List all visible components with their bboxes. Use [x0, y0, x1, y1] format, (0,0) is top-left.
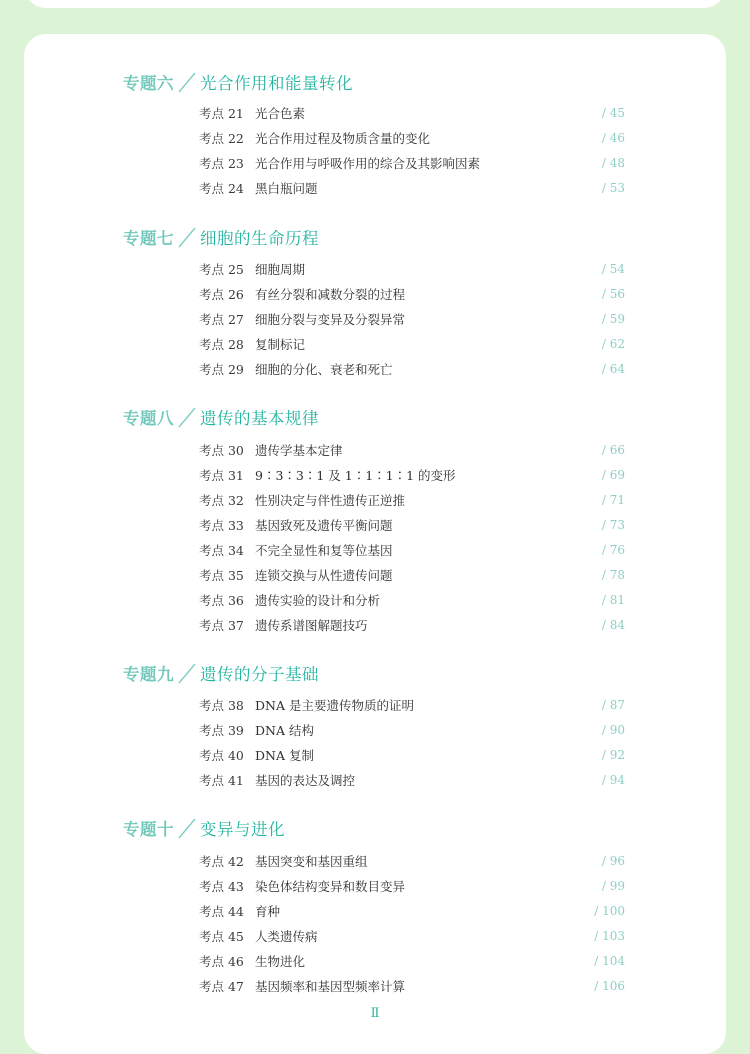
slash-divider-icon: [176, 662, 198, 684]
point-title: 基因突变和基因重组: [255, 854, 368, 869]
point-title: 人类遗传病: [255, 929, 318, 944]
toc-row[interactable]: [199, 951, 625, 971]
point-title: 细胞的分化、衰老和死亡: [255, 362, 393, 377]
point-number: 考点 46: [199, 954, 244, 969]
toc-row[interactable]: [199, 590, 625, 610]
page-number: / 53: [601, 181, 625, 195]
point-number: 考点 39: [199, 723, 244, 738]
section-title: [123, 405, 319, 429]
point-number: 考点 40: [199, 748, 244, 763]
toc-row[interactable]: [199, 178, 625, 198]
page-number: / 96: [601, 854, 625, 868]
topic-label: 专题九: [123, 665, 174, 684]
toc-row[interactable]: [199, 976, 625, 996]
topic-name: 遗传的基本规律: [200, 409, 319, 428]
page-number: / 62: [601, 337, 625, 351]
page-number: / 45: [601, 106, 625, 120]
point-number: 考点 31: [199, 468, 244, 483]
point-title: 育种: [255, 904, 281, 919]
point-title: 有丝分裂和减数分裂的过程: [255, 287, 406, 302]
page-number: / 59: [601, 312, 625, 326]
point-title: 基因频率和基因型频率计算: [255, 979, 406, 994]
point-number: 考点 26: [199, 287, 244, 302]
page-number: / 94: [601, 773, 625, 787]
point-number: 考点 41: [199, 773, 244, 788]
point-number: 考点 34: [199, 543, 244, 558]
toc-row[interactable]: [199, 695, 625, 715]
toc-row[interactable]: [199, 720, 625, 740]
toc-row[interactable]: [199, 309, 625, 329]
point-number: 考点 35: [199, 568, 244, 583]
toc-row[interactable]: [199, 851, 625, 871]
toc-row[interactable]: [199, 490, 625, 510]
page-number: / 103: [594, 929, 625, 943]
toc-row[interactable]: [199, 770, 625, 790]
point-number: 考点 28: [199, 337, 244, 352]
page-number: / 106: [594, 979, 625, 993]
page-number: / 73: [601, 518, 625, 532]
page-number: / 90: [601, 723, 625, 737]
point-number: 考点 42: [199, 854, 244, 869]
point-number: 考点 44: [199, 904, 244, 919]
section-title: [123, 70, 353, 94]
point-title: 染色体结构变异和数目变异: [255, 879, 406, 894]
point-title: 连锁交换与从性遗传问题: [255, 568, 393, 583]
point-title: DNA 是主要遗传物质的证明: [255, 698, 414, 713]
toc-row[interactable]: [199, 615, 625, 635]
toc-row[interactable]: [199, 540, 625, 560]
page-number: / 84: [601, 618, 625, 632]
point-title: 黑白瓶问题: [255, 181, 318, 196]
point-number: 考点 45: [199, 929, 244, 944]
toc-row[interactable]: [199, 515, 625, 535]
toc-row[interactable]: [199, 103, 625, 123]
toc-row[interactable]: [199, 745, 625, 765]
page-number: / 69: [601, 468, 625, 482]
point-number: 考点 43: [199, 879, 244, 894]
toc-row[interactable]: [199, 465, 625, 485]
point-title: 细胞周期: [255, 262, 306, 277]
toc-row[interactable]: [199, 876, 625, 896]
topic-name: 变异与进化: [200, 820, 285, 839]
slash-divider-icon: [176, 817, 198, 839]
page-number: / 99: [601, 879, 625, 893]
page-number: / 81: [601, 593, 625, 607]
point-title: 生物进化: [255, 954, 306, 969]
point-number: 考点 24: [199, 181, 244, 196]
toc-row[interactable]: [199, 926, 625, 946]
point-title: 基因的表达及调控: [255, 773, 356, 788]
point-title: 遗传学基本定律: [255, 443, 343, 458]
point-number: 考点 21: [199, 106, 244, 121]
page-number: / 64: [601, 362, 625, 376]
page-number: / 76: [601, 543, 625, 557]
point-number: 考点 22: [199, 131, 244, 146]
toc-row[interactable]: [199, 153, 625, 173]
point-title: 9∶3∶3∶1 及 1∶1∶1∶1 的变形: [255, 468, 456, 483]
toc-row[interactable]: [199, 128, 625, 148]
page-folio: Ⅱ: [370, 1006, 380, 1021]
point-title: 光合作用与呼吸作用的综合及其影响因素: [255, 156, 481, 171]
point-title: 不完全显性和复等位基因: [255, 543, 393, 558]
toc-card: [24, 34, 726, 1054]
toc-row[interactable]: [199, 901, 625, 921]
topic-label: 专题七: [123, 229, 174, 248]
topic-label: 专题八: [123, 409, 174, 428]
page-number: / 78: [601, 568, 625, 582]
toc-row[interactable]: [199, 259, 625, 279]
point-number: 考点 30: [199, 443, 244, 458]
point-number: 考点 23: [199, 156, 244, 171]
section-title: [123, 816, 285, 840]
point-number: 考点 27: [199, 312, 244, 327]
point-number: 考点 47: [199, 979, 244, 994]
topic-label: 专题六: [123, 74, 174, 93]
previous-card-edge: [24, 0, 726, 8]
point-title: 光合作用过程及物质含量的变化: [255, 131, 431, 146]
point-number: 考点 29: [199, 362, 244, 377]
page-number: / 46: [601, 131, 625, 145]
slash-divider-icon: [176, 71, 198, 93]
point-number: 考点 38: [199, 698, 244, 713]
point-number: 考点 36: [199, 593, 244, 608]
point-title: 遗传实验的设计和分析: [255, 593, 381, 608]
page-number: / 104: [594, 954, 625, 968]
page-number: / 87: [601, 698, 625, 712]
point-title: 基因致死及遗传平衡问题: [255, 518, 393, 533]
slash-divider-icon: [176, 226, 198, 248]
section-title: [123, 225, 319, 249]
point-number: 考点 33: [199, 518, 244, 533]
slash-divider-icon: [176, 406, 198, 428]
topic-name: 光合作用和能量转化: [200, 74, 353, 93]
point-title: 复制标记: [255, 337, 306, 352]
point-title: DNA 复制: [255, 748, 314, 763]
point-number: 考点 37: [199, 618, 244, 633]
point-title: 遗传系谱图解题技巧: [255, 618, 368, 633]
toc-row[interactable]: [199, 284, 625, 304]
point-title: 性别决定与伴性遗传正逆推: [255, 493, 406, 508]
topic-name: 遗传的分子基础: [200, 665, 319, 684]
section-title: [123, 661, 319, 685]
page-number: / 100: [594, 904, 625, 918]
point-number: 考点 32: [199, 493, 244, 508]
point-title: 细胞分裂与变异及分裂异常: [255, 312, 406, 327]
page-number: / 56: [601, 287, 625, 301]
topic-label: 专题十: [123, 820, 174, 839]
toc-row[interactable]: [199, 334, 625, 354]
page-number: / 71: [601, 493, 625, 507]
toc-row[interactable]: [199, 565, 625, 585]
page-number: / 54: [601, 262, 625, 276]
page-number: / 48: [601, 156, 625, 170]
toc-row[interactable]: [199, 440, 625, 460]
page-number: / 66: [601, 443, 625, 457]
point-title: DNA 结构: [255, 723, 314, 738]
toc-row[interactable]: [199, 359, 625, 379]
topic-name: 细胞的生命历程: [200, 229, 319, 248]
page-number: / 92: [601, 748, 625, 762]
point-title: 光合色素: [255, 106, 306, 121]
point-number: 考点 25: [199, 262, 244, 277]
